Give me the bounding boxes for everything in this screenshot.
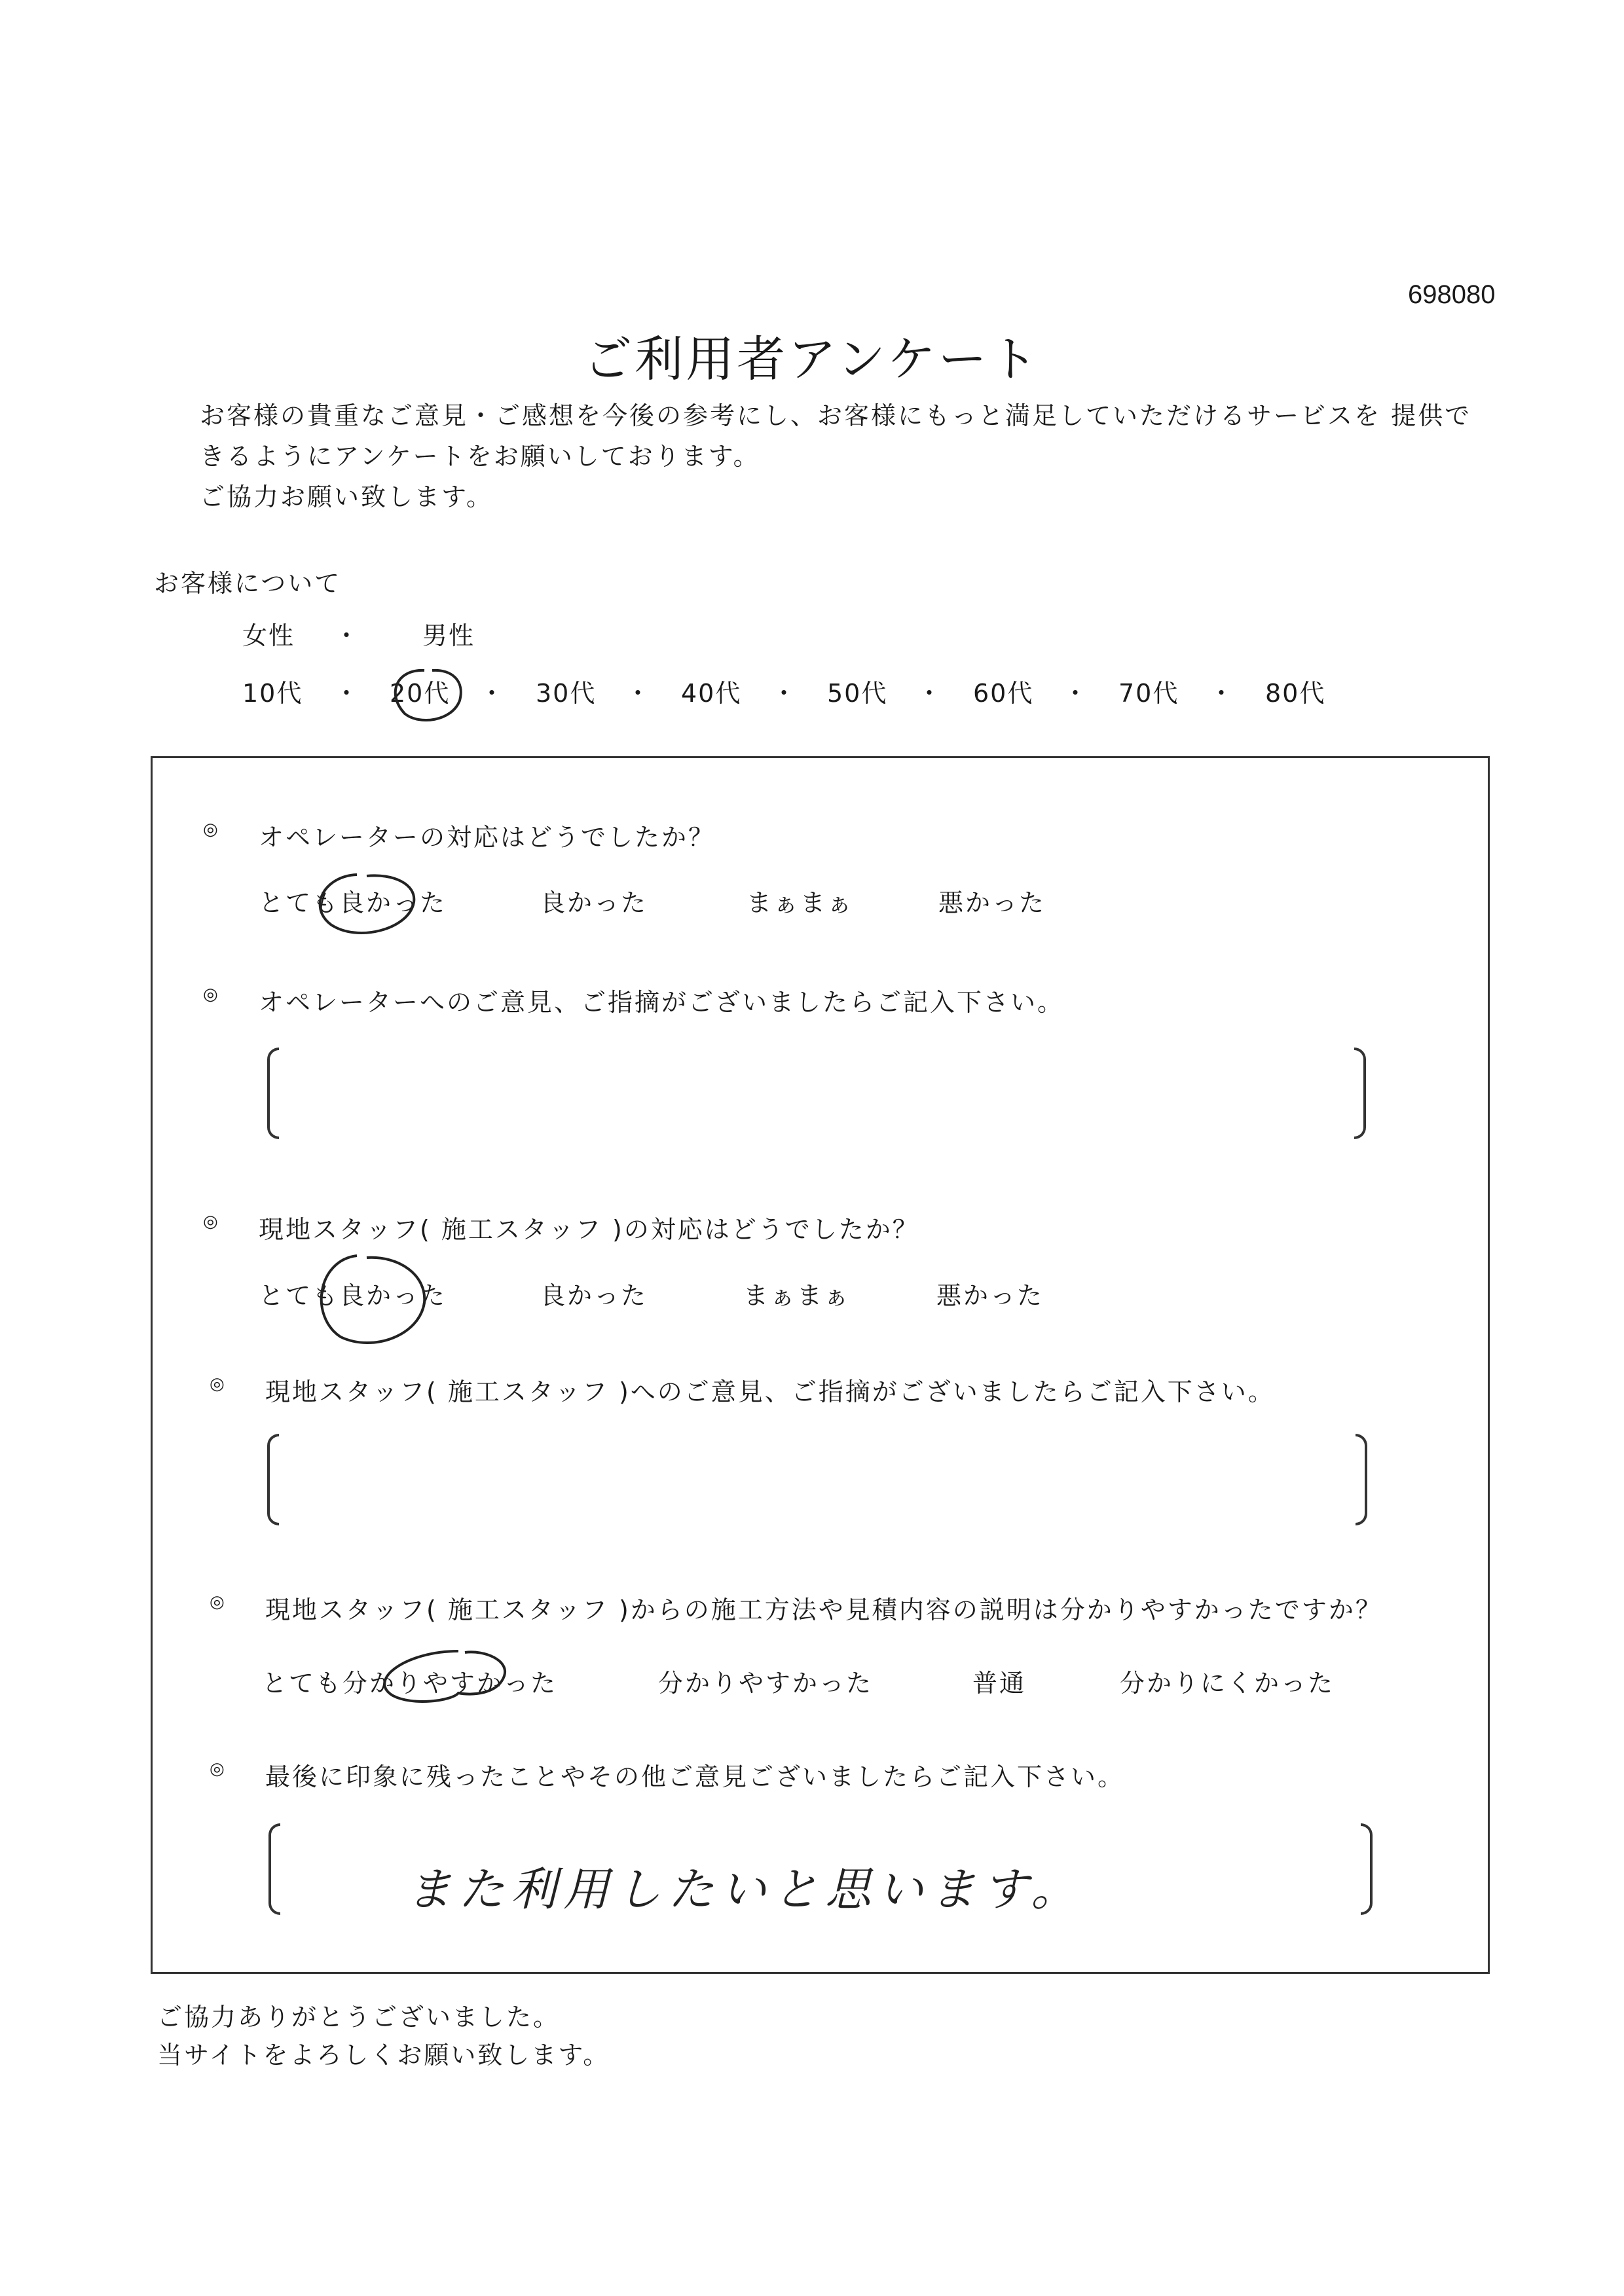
bullet-icon: ◎ <box>203 985 220 1004</box>
question-text: オペレーターへのご意見、ご指摘がございましたらご記入下さい。 <box>259 988 1065 1017</box>
separator: ・ <box>1209 679 1236 708</box>
age-option-10s[interactable]: 10代 <box>242 679 303 708</box>
age-option-70s[interactable]: 70代 <box>1118 679 1179 708</box>
bullet-icon: ◎ <box>210 1592 227 1612</box>
bullet-icon: ◎ <box>210 1374 227 1394</box>
separator: ・ <box>334 621 361 650</box>
q3-option-good[interactable]: 良かった <box>540 1281 648 1310</box>
q5-option-very-clear[interactable]: とても分かりやすかった <box>262 1669 558 1698</box>
bullet-icon: ◎ <box>203 1212 220 1231</box>
age-option-50s[interactable]: 50代 <box>827 679 888 708</box>
separator: ・ <box>1063 679 1090 708</box>
gender-option-female[interactable]: 女性 <box>242 621 295 650</box>
document-id: 698080 <box>1408 280 1496 309</box>
selection-circle-age <box>396 670 461 720</box>
q1-option-good[interactable]: 良かった <box>540 888 648 917</box>
question-text: 現地スタッフ( 施工スタッフ )へのご意見、ご指摘がございましたらご記入下さい。 <box>265 1377 1275 1406</box>
q5-option-normal[interactable]: 普通 <box>972 1669 1027 1698</box>
selection-circle-q5 <box>384 1651 505 1702</box>
age-option-40s[interactable]: 40代 <box>681 679 742 708</box>
q1-option-bad[interactable]: 悪かった <box>938 888 1046 917</box>
age-option-20s[interactable]: 20代 <box>390 679 451 708</box>
question-text: 現地スタッフ( 施工スタッフ )からの施工方法や見積内容の説明は分かりやすかったですか？ <box>265 1595 1382 1624</box>
age-option-60s[interactable]: 60代 <box>973 679 1034 708</box>
selection-circle-q3 <box>322 1256 425 1343</box>
separator: ・ <box>334 679 361 708</box>
intro-line: きるようにアンケートをお願いしております。 <box>200 442 760 471</box>
customer-section-heading: お客様について <box>154 569 342 598</box>
separator: ・ <box>479 679 506 708</box>
page-title: ご利用者アンケート <box>583 331 1041 388</box>
intro-line: ご協力お願い致します。 <box>200 483 493 511</box>
q1-option-very-good[interactable]: とても良かった <box>259 888 447 917</box>
q3-option-average[interactable]: まぁまぁ <box>743 1281 851 1310</box>
question-text: 現地スタッフ( 施工スタッフ )の対応はどうでしたか？ <box>259 1215 919 1244</box>
q3-option-bad[interactable]: 悪かった <box>936 1281 1044 1310</box>
q5-option-clear[interactable]: 分かりやすかった <box>658 1669 874 1698</box>
q6-handwritten-answer[interactable]: また利用したいと思います。 <box>406 1863 1084 1916</box>
gender-option-male[interactable]: 男性 <box>422 621 475 650</box>
q1-option-average[interactable]: まぁまぁ <box>747 888 855 917</box>
bullet-icon: ◎ <box>210 1759 227 1779</box>
selection-circle-q1 <box>320 875 415 933</box>
q3-option-very-good[interactable]: とても良かった <box>259 1281 447 1310</box>
separator: ・ <box>625 679 652 708</box>
q5-option-unclear[interactable]: 分かりにくかった <box>1120 1669 1335 1698</box>
age-option-30s[interactable]: 30代 <box>536 679 597 708</box>
bullet-icon: ◎ <box>203 820 220 839</box>
age-option-80s[interactable]: 80代 <box>1265 679 1326 708</box>
separator: ・ <box>917 679 944 708</box>
intro-line: お客様の貴重なご意見・ご感想を今後の参考にし、お客様にもっと満足していただけるサービスを 提供で <box>200 401 1472 430</box>
closing-line: ご協力ありがとうございました。 <box>157 2003 561 2032</box>
question-text: オペレーターの対応はどうでしたか？ <box>259 823 716 852</box>
closing-line: 当サイトをよろしくお願い致します。 <box>157 2041 610 2069</box>
separator: ・ <box>771 679 798 708</box>
question-text: 最後に印象に残ったことやその他ご意見ございましたらご記入下さい。 <box>265 1762 1125 1791</box>
